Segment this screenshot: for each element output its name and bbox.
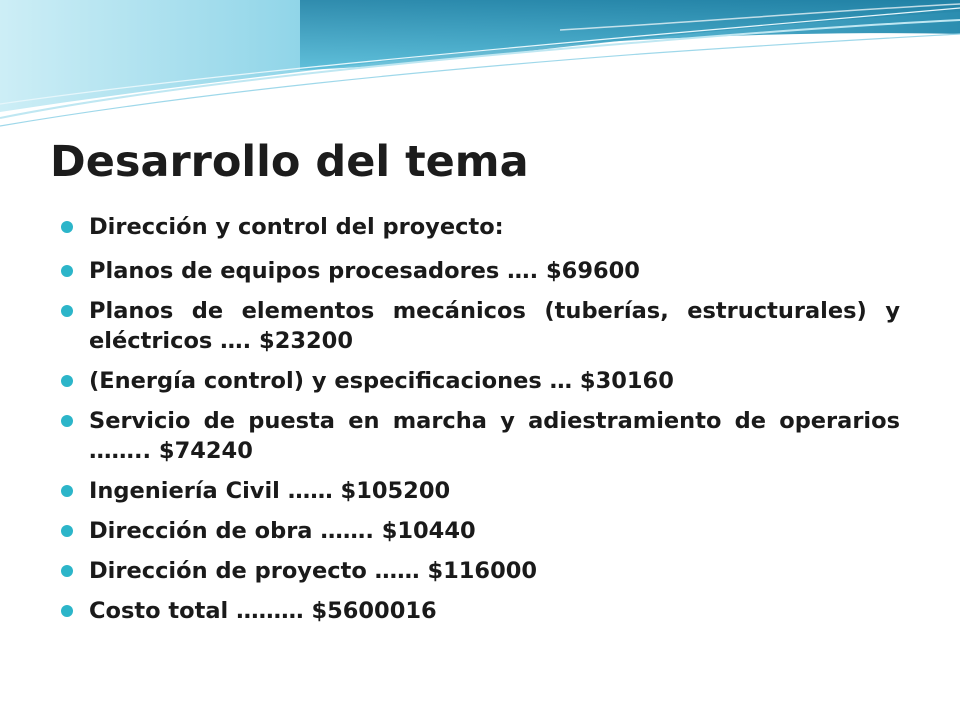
- slide-title: Desarrollo del tema: [50, 137, 529, 187]
- bullet-dot-icon: [61, 565, 73, 577]
- bullet-dot-icon: [61, 525, 73, 537]
- list-item-text: Ingeniería Civil …… $105200: [89, 478, 451, 504]
- list-item: [60, 476, 900, 506]
- list-item: [60, 556, 900, 586]
- list-item-text: Dirección y control del proyecto:: [89, 214, 504, 240]
- list-item-text: Costo total ……… $5600016: [89, 598, 437, 624]
- bullet-dot-icon: [61, 221, 73, 233]
- list-item-text: Planos de equipos procesadores …. $69600: [89, 258, 640, 284]
- list-item: [60, 296, 900, 356]
- bullet-list: [60, 212, 900, 636]
- list-item-text: Planos de elementos mecánicos (tuberías, estructurales) y eléctricos …. $23200: [89, 298, 900, 354]
- list-item-text: (Energía control) y especificaciones … $30160: [89, 368, 674, 394]
- header-wave-decoration: [0, 0, 960, 130]
- bullet-dot-icon: [61, 605, 73, 617]
- list-item: [60, 366, 900, 396]
- bullet-dot-icon: [61, 485, 73, 497]
- list-item: [60, 212, 900, 242]
- bullet-dot-icon: [61, 375, 73, 387]
- list-item-text: Servicio de puesta en marcha y adiestramiento de operarios …….. $74240: [89, 408, 900, 464]
- bullet-dot-icon: [61, 415, 73, 427]
- bullet-dot-icon: [61, 305, 73, 317]
- list-item-text: Dirección de obra ……. $10440: [89, 518, 476, 544]
- list-item: [60, 256, 900, 286]
- list-item: [60, 406, 900, 466]
- list-item: [60, 516, 900, 546]
- list-item: [60, 596, 900, 626]
- list-item-text: Dirección de proyecto …… $116000: [89, 558, 538, 584]
- bullet-dot-icon: [61, 265, 73, 277]
